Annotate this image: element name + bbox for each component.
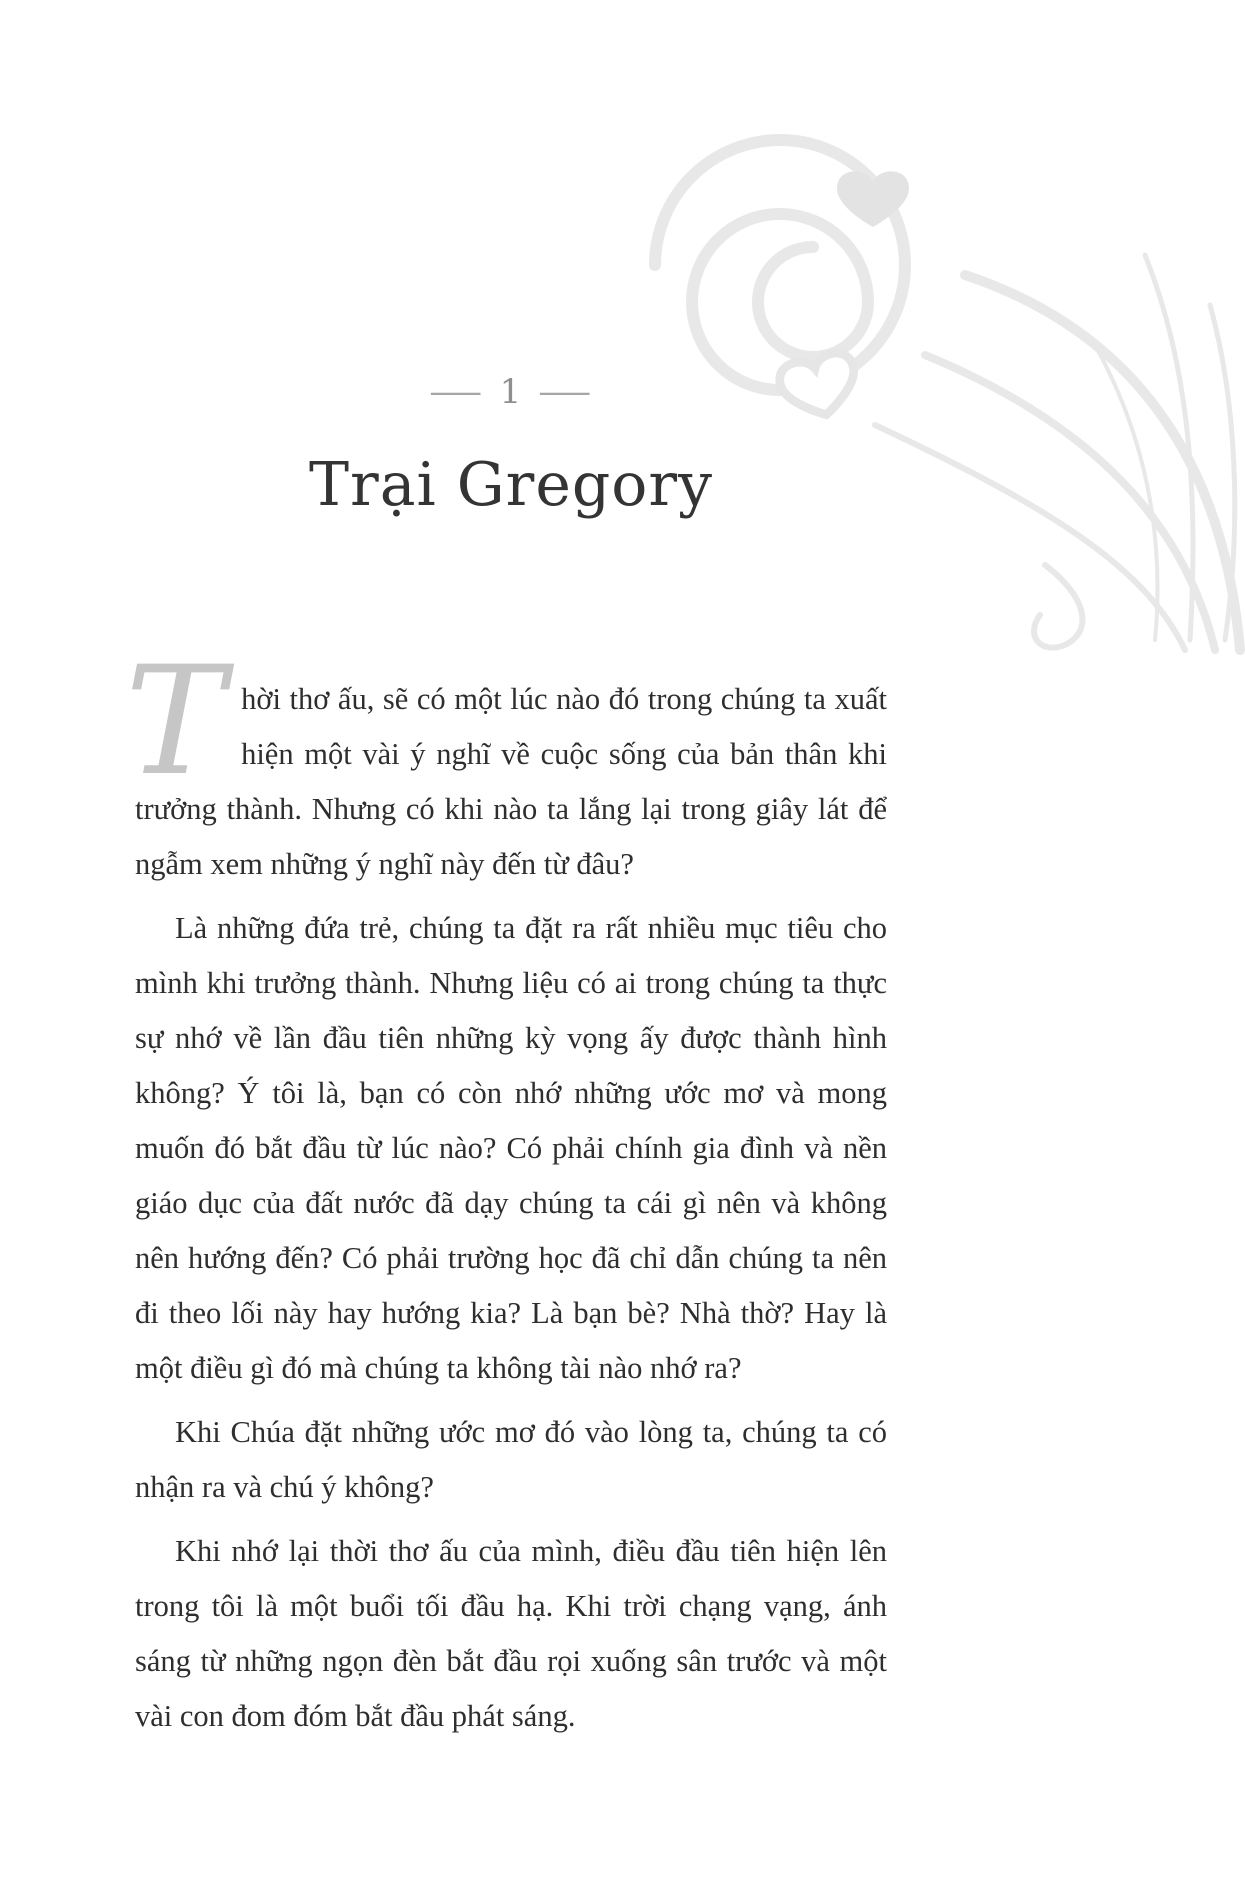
content-column — [125, 0, 887, 1753]
paragraph-text: hời thơ ấu, sẽ có một lúc nào đó trong chúng ta xuất hiện một vài ý nghĩ về cuộc sống của bản thân khi trưởng thành. Nhưng có khi nào ta lắng lại trong giây lát để ngẫm xem những ý nghĩ này đến từ đâu? — [135, 682, 887, 881]
chapter-title: Trại Gregory — [309, 450, 713, 520]
chapter-dash-left: — — [428, 372, 485, 412]
dropcap: T — [125, 635, 226, 809]
body-text — [125, 635, 887, 1744]
chapter-dash-right: — — [537, 372, 594, 412]
paragraph: Khi nhớ lại thời thơ ấu của mình, điều đầu tiên hiện lên trong tôi là một buổi tối đầu hạ. Khi trời chạng vạng, ánh sáng từ những ngọn đèn bắt đầu rọi xuống sân trước và một vài con đom đóm bắt đầu phát sáng. — [135, 1534, 887, 1733]
paragraph: Khi Chúa đặt những ước mơ đó vào lòng ta, chúng ta có nhận ra và chú ý không? — [135, 1415, 887, 1504]
paragraph: Là những đứa trẻ, chúng ta đặt ra rất nhiều mục tiêu cho mình khi trưởng thành. Nhưng liệu có ai trong chúng ta thực sự nhớ về lần đầu tiên những kỳ vọng ấy được thành hình không? Ý tôi là, bạn có còn nhớ những ước mơ và mong muốn đó bắt đầu từ lúc nào? Có phải chính gia đình và nền giáo dục của đất nước đã dạy chúng ta cái gì nên và không nên hướng đến? Có phải trường học đã chỉ dẫn chúng ta nên đi theo lối này hay hướng kia? Là bạn bè? Nhà thờ? Hay là một điều gì đó mà chúng ta không tài nào nhớ ra? — [135, 911, 887, 1385]
paragraph — [125, 635, 887, 892]
chapter-number — [135, 372, 887, 412]
chapter-number-text: 1 — [499, 372, 523, 412]
